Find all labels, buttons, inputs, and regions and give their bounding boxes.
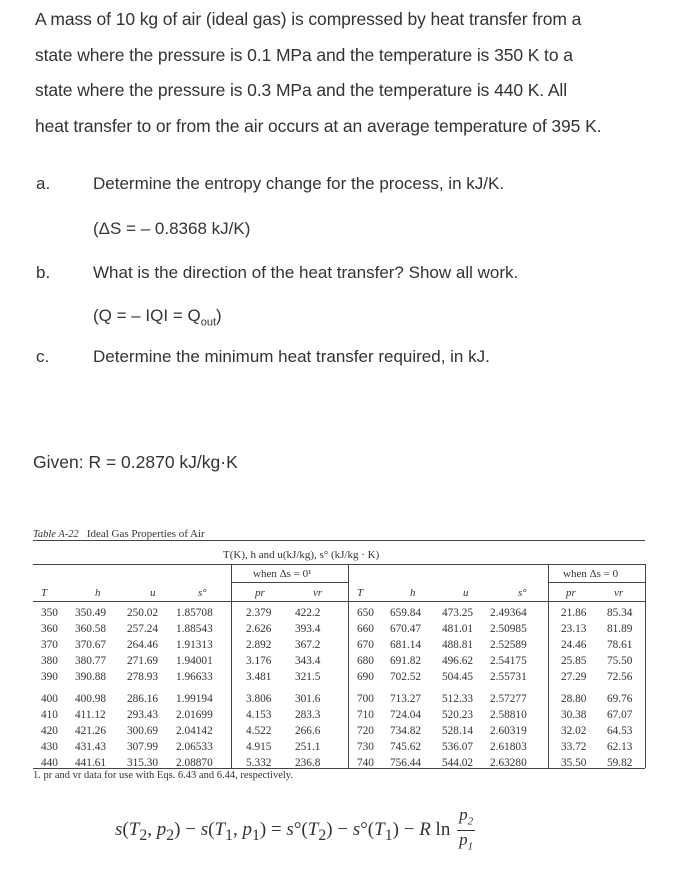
table-cell: 700 — [357, 693, 374, 705]
pressure-ratio: $\frac{p_2}{p_1}$ — [459, 805, 474, 853]
question-text: Determine the minimum heat transfer required, in kJ. — [93, 347, 490, 366]
table-cell: 24.46 — [561, 639, 587, 651]
table-rule — [33, 564, 645, 565]
table-cell: 28.80 — [561, 693, 587, 705]
col-header-u: u — [150, 587, 156, 599]
when-header-left: when Δs = 0¹ — [253, 568, 312, 580]
table-cell: 496.62 — [442, 655, 474, 667]
question-text: Determine the entropy change for the process, in kJ/K. — [93, 174, 505, 193]
col-header-s0: s° — [198, 587, 207, 599]
table-cell: 72.56 — [607, 671, 633, 683]
table-cell: 360 — [41, 623, 58, 635]
table-cell: 734.82 — [390, 725, 422, 737]
table-cell: 421.26 — [75, 725, 107, 737]
table-cell: 64.53 — [607, 725, 633, 737]
table-cell: 710 — [357, 709, 374, 721]
table-cell: 520.23 — [442, 709, 474, 721]
table-cell: 422.2 — [295, 607, 321, 619]
table-divider — [231, 564, 232, 768]
table-cell: 481.01 — [442, 623, 474, 635]
col-header-vr: vr — [313, 587, 323, 599]
table-cell: 1.88543 — [176, 623, 213, 635]
table-cell: 730 — [357, 741, 374, 753]
table-cell: 504.45 — [442, 671, 474, 683]
table-cell: 266.6 — [295, 725, 321, 737]
table-cell: 2.379 — [246, 607, 272, 619]
table-cell: 393.4 — [295, 623, 321, 635]
table-divider — [348, 564, 349, 768]
table-cell: 2.01699 — [176, 709, 213, 721]
table-cell: 380.77 — [75, 655, 107, 667]
table-cell: 528.14 — [442, 725, 474, 737]
table-cell: 713.27 — [390, 693, 422, 705]
intro-line: state where the pressure is 0.3 MPa and the temperature is 440 K. All — [35, 80, 568, 100]
table-cell: 430 — [41, 741, 58, 753]
table-cell: 440 — [41, 757, 58, 769]
table-cell: 25.85 — [561, 655, 587, 667]
table-cell: 85.34 — [607, 607, 633, 619]
table-cell: 1.99194 — [176, 693, 213, 705]
table-cell: 390 — [41, 671, 58, 683]
table-cell: 236.8 — [295, 757, 321, 769]
table-cell: 691.82 — [390, 655, 422, 667]
table-cell: 681.14 — [390, 639, 422, 651]
table-divider — [548, 564, 549, 768]
table-cell: 271.69 — [127, 655, 159, 667]
when-header-right: when Δs = 0 — [563, 568, 619, 580]
table-cell: 2.55731 — [490, 671, 527, 683]
answer-a: (ΔS = – 0.8368 kJ/K) — [93, 219, 251, 238]
table-cell: 2.57277 — [490, 693, 527, 705]
table-cell: 264.46 — [127, 639, 159, 651]
entropy-equation — [115, 806, 475, 856]
table-cell: 400 — [41, 693, 58, 705]
table-cell: 380 — [41, 655, 58, 667]
table-cell: 1.85708 — [176, 607, 213, 619]
col-header-vr2: vr — [614, 587, 624, 599]
answer-b-sub: out — [200, 316, 216, 329]
intro-line: heat transfer to or from the air occurs at an average temperature of 395 K. — [35, 115, 602, 136]
col-header-h: h — [95, 587, 101, 599]
table-cell: 62.13 — [607, 741, 633, 753]
table-cell: 745.62 — [390, 741, 422, 753]
intro-line: state where the pressure is 0.1 MPa and the temperature is 350 K to a — [35, 44, 573, 65]
table-cell: 2.61803 — [490, 741, 527, 753]
table-footnote: 1. pr and vr data for use with Eqs. 6.43 and 6.44, respectively. — [33, 770, 294, 781]
units-header: T(K), h and u(kJ/kg), s° (kJ/kg · K) — [223, 549, 380, 561]
table-rule — [33, 601, 645, 602]
table-cell: 2.08870 — [176, 757, 213, 769]
table-cell: 544.02 — [442, 757, 474, 769]
table-cell: 756.44 — [390, 757, 422, 769]
table-cell: 2.54175 — [490, 655, 527, 667]
answer-b-prefix: (Q = – IQI = Q — [93, 306, 201, 325]
table-cell: 420 — [41, 725, 58, 737]
table-cell: 27.29 — [561, 671, 587, 683]
table-cell: 21.86 — [561, 607, 587, 619]
table-cell: 3.806 — [246, 693, 272, 705]
table-cell: 5.332 — [246, 757, 272, 769]
table-cell: 2.50985 — [490, 623, 527, 635]
equation-lhs: $s(T_2$, $p_2) - s(T_1$, $p_1) = s^\circ(T_2) - s^\circ(T_1) - R$ ln — [115, 819, 451, 845]
table-cell: 286.16 — [127, 693, 159, 705]
col-header-s02: s° — [518, 587, 527, 599]
table-cell: 512.33 — [442, 693, 474, 705]
table-rule — [231, 582, 348, 583]
table-cell: 1.96633 — [176, 671, 213, 683]
table-cell: 473.25 — [442, 607, 474, 619]
table-cell: 680 — [357, 655, 374, 667]
table-rule — [548, 582, 645, 583]
table-cell: 441.61 — [75, 757, 107, 769]
col-header-pr2: pr — [566, 587, 576, 599]
question-label: a. — [36, 174, 51, 193]
table-cell: 2.892 — [246, 639, 272, 651]
col-header-T2: T — [357, 587, 364, 599]
table-cell: 2.63280 — [490, 757, 527, 769]
table-cell: 293.43 — [127, 709, 159, 721]
table-cell: 488.81 — [442, 639, 474, 651]
question-text: What is the direction of the heat transfer? Show all work. — [93, 263, 519, 282]
table-cell: 3.481 — [246, 671, 272, 683]
table-cell: 536.07 — [442, 741, 474, 753]
table-cell: 1.91313 — [176, 639, 213, 651]
col-header-pr: pr — [255, 587, 265, 599]
table-cell: 300.69 — [127, 725, 159, 737]
table-cell: 360.58 — [75, 623, 107, 635]
table-cell: 670.47 — [390, 623, 422, 635]
given-constant: Given: R = 0.2870 kJ/kg·K — [33, 452, 238, 472]
table-rule — [33, 540, 645, 541]
intro-line: A mass of 10 kg of air (ideal gas) is compressed by heat transfer from a — [35, 9, 582, 29]
table-number: Table A-22 — [33, 529, 79, 540]
table-cell: 350 — [41, 607, 58, 619]
table-cell: 67.07 — [607, 709, 633, 721]
table-cell: 307.99 — [127, 741, 159, 753]
table-cell: 2.04142 — [176, 725, 213, 737]
table-cell: 2.52589 — [490, 639, 527, 651]
table-cell: 75.50 — [607, 655, 633, 667]
table-cell: 410 — [41, 709, 58, 721]
answer-b-suffix: ) — [216, 306, 222, 325]
table-cell: 301.6 — [295, 693, 321, 705]
question-label: c. — [36, 347, 50, 366]
table-cell: 32.02 — [561, 725, 587, 737]
table-cell: 740 — [357, 757, 374, 769]
answer-b — [93, 306, 222, 328]
table-cell: 2.06533 — [176, 741, 213, 753]
table-cell: 367.2 — [295, 639, 321, 651]
table-cell: 315.30 — [127, 757, 159, 769]
table-cell: 720 — [357, 725, 374, 737]
table-cell: 278.93 — [127, 671, 159, 683]
table-cell: 670 — [357, 639, 374, 651]
table-cell: 250.02 — [127, 607, 159, 619]
table-cell: 30.38 — [561, 709, 587, 721]
col-header-T: T — [41, 587, 48, 599]
table-cell: 69.76 — [607, 693, 633, 705]
table-cell: 724.04 — [390, 709, 422, 721]
table-cell: 370.67 — [75, 639, 107, 651]
table-cell: 3.176 — [246, 655, 272, 667]
table-cell: 2.49364 — [490, 607, 527, 619]
table-cell: 257.24 — [127, 623, 159, 635]
question-label: b. — [36, 263, 51, 282]
table-cell: 702.52 — [390, 671, 422, 683]
table-cell: 350.49 — [75, 607, 107, 619]
table-cell: 690 — [357, 671, 374, 683]
table-cell: 4.522 — [246, 725, 272, 737]
table-cell: 4.915 — [246, 741, 272, 753]
table-name: Ideal Gas Properties of Air — [86, 528, 205, 540]
table-cell: 321.5 — [295, 671, 321, 683]
table-cell: 59.82 — [607, 757, 633, 769]
table-divider — [645, 564, 646, 768]
table-cell: 2.58810 — [490, 709, 527, 721]
col-header-h2: h — [410, 587, 416, 599]
table-title — [33, 528, 205, 540]
table-cell: 343.4 — [295, 655, 321, 667]
table-cell: 35.50 — [561, 757, 587, 769]
table-cell: 659.84 — [390, 607, 422, 619]
table-cell: 400.98 — [75, 693, 107, 705]
table-rule — [33, 768, 645, 769]
table-cell: 81.89 — [607, 623, 633, 635]
table-cell: 283.3 — [295, 709, 321, 721]
table-cell: 431.43 — [75, 741, 107, 753]
table-cell: 33.72 — [561, 741, 587, 753]
table-cell: 390.88 — [75, 671, 107, 683]
table-cell: 370 — [41, 639, 58, 651]
table-cell: 411.12 — [75, 709, 106, 721]
col-header-u2: u — [463, 587, 469, 599]
table-cell: 23.13 — [561, 623, 587, 635]
table-cell: 4.153 — [246, 709, 272, 721]
table-cell: 78.61 — [607, 639, 633, 651]
table-cell: 1.94001 — [176, 655, 213, 667]
table-cell: 2.60319 — [490, 725, 527, 737]
table-cell: 251.1 — [295, 741, 321, 753]
table-cell: 660 — [357, 623, 374, 635]
problem-statement — [35, 2, 685, 144]
table-cell: 650 — [357, 607, 374, 619]
table-cell: 2.626 — [246, 623, 272, 635]
